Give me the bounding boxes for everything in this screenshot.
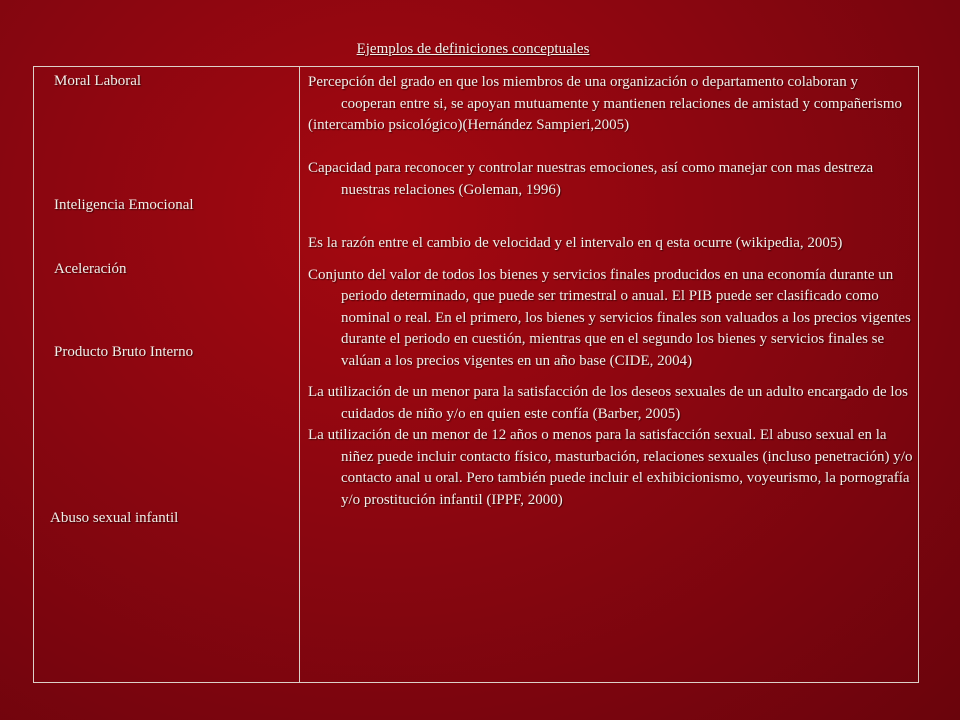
definition-abuso-sexual-2: La utilización de un menor de 12 años o menos para la satisfacción sexual. El abuso sexual en la niñez puede incluir contacto físico, masturbación, relaciones sexuales (incluso penetración) y/o contacto anal u oral. Pero también puede incluir el exhibicionismo, voyeurismo, la pornografía y/o prostitución infantil (IPPF, 2000) (308, 427, 913, 508)
definition-producto-bruto-interno: Conjunto del valor de todos los bienes y servicios finales producidos en una economía durante un periodo determinado, que puede ser trimestral o anual. El PIB puede ser clasificado como nominal o real. En el primero, los bienes y servicios finales son valuados a los precios vigentes durante el periodo en cuestión, mientras que en el segundo los bienes y servicios finales se valúan a los precios vigentes en un año base (CIDE, 2004) (308, 266, 911, 369)
definitions-table (33, 66, 919, 683)
definition-abuso-sexual-1: La utilización de un menor para la satisfacción de los deseos sexuales de un adulto encargado de los cuidados de niño y/o en quien este confía (Barber, 2005) (308, 384, 908, 422)
definitions-column (308, 72, 914, 511)
definition-moral-laboral: Percepción del grado en que los miembros de una organización o departamento colaboran y cooperan entre si, se apoyan mutuamente y mantienen relaciones de amistad y compañerismo (308, 74, 903, 112)
term-aceleracion: Aceleración (54, 261, 127, 277)
term-producto-bruto-interno: Producto Bruto Interno (54, 344, 194, 360)
term-moral-laboral: Moral Laboral (54, 73, 142, 89)
term-inteligencia-emocional: Inteligencia Emocional (54, 197, 194, 213)
slide-title: Ejemplos de definiciones conceptuales (356, 41, 590, 57)
definition-inteligencia-emocional: Capacidad para reconocer y controlar nuestras emociones, así como manejar con mas destreza nuestras relaciones (Goleman, 1996) (308, 160, 874, 198)
term-abuso-sexual-infantil: Abuso sexual infantil (50, 510, 179, 526)
column-divider (299, 67, 300, 682)
definition-moral-laboral-source: (intercambio psicológico)(Hernández Sampieri,2005) (308, 117, 630, 133)
definition-aceleracion: Es la razón entre el cambio de velocidad y el intervalo en q esta ocurre (wikipedia, 2005) (308, 235, 843, 251)
